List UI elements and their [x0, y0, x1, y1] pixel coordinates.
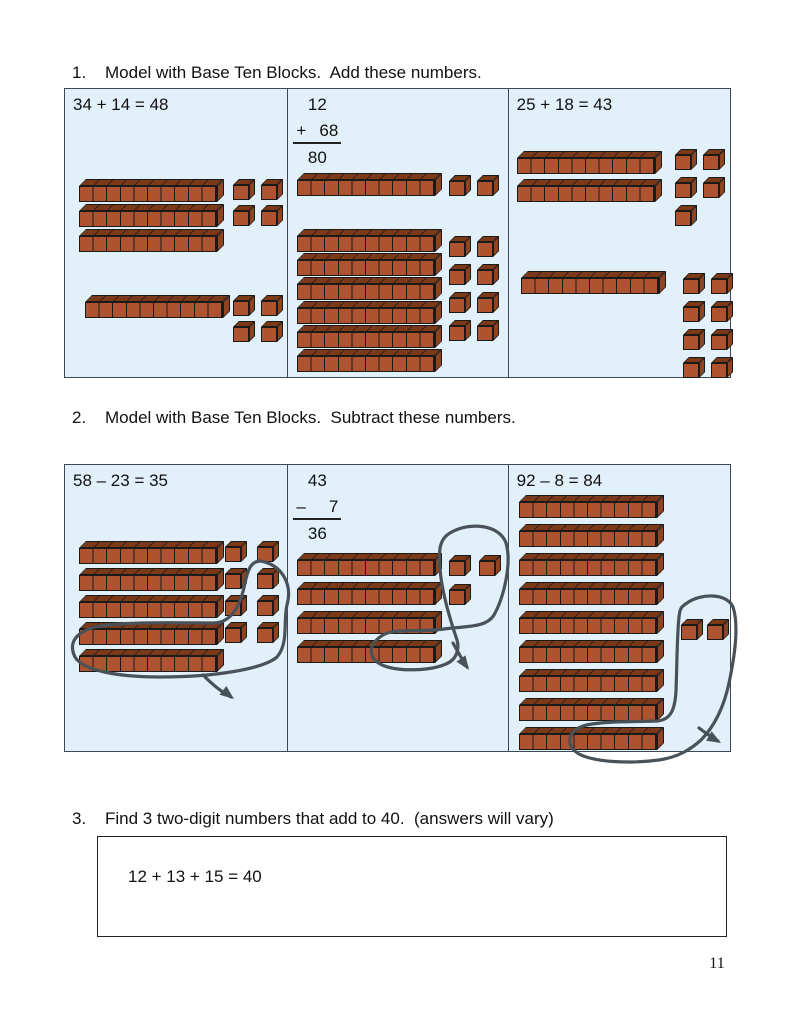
one-cube [675, 177, 697, 198]
stack-top-number: 12 [307, 95, 327, 114]
cube-front-face [683, 279, 699, 294]
cube-side-face [277, 321, 283, 342]
one-cube [703, 149, 725, 170]
cube-side-face [273, 541, 279, 562]
cube-front-face [477, 181, 493, 196]
rod-top-face [79, 541, 224, 548]
problem-2-panels [64, 464, 731, 752]
rod-front-face [519, 560, 657, 576]
ten-rod [519, 669, 664, 692]
one-cube [449, 292, 471, 313]
rod-front-face [519, 618, 657, 634]
rod-top-face [297, 611, 442, 618]
rod-front-face [519, 734, 657, 750]
one-cube [711, 357, 733, 378]
one-cube [449, 236, 471, 257]
rod-front-face [297, 260, 435, 276]
cube-side-face [273, 568, 279, 589]
cube-front-face [703, 183, 719, 198]
cube-side-face [493, 264, 499, 285]
rod-top-face [297, 325, 442, 332]
stack-operand: 68 [319, 121, 339, 140]
cube-front-face [449, 298, 465, 313]
rod-front-face [519, 589, 657, 605]
ten-rod [519, 727, 664, 750]
cube-front-face [703, 155, 719, 170]
cube-side-face [465, 175, 471, 196]
cube-front-face [449, 561, 465, 576]
rod-top-face [519, 611, 664, 618]
arrowhead-icon [220, 686, 238, 703]
cube-side-face [465, 264, 471, 285]
ten-rod [79, 541, 224, 564]
rod-front-face [297, 589, 435, 605]
cube-front-face [477, 242, 493, 257]
problem-2-heading [72, 408, 516, 428]
rod-front-face [79, 656, 217, 672]
one-cube [225, 622, 247, 643]
cube-front-face [257, 547, 273, 562]
ten-rod [517, 151, 662, 174]
ten-rod [519, 582, 664, 605]
cube-front-face [225, 574, 241, 589]
rod-front-face [79, 236, 217, 252]
rod-front-face [297, 180, 435, 196]
panel-2-2 [287, 465, 507, 751]
one-cube [261, 295, 283, 316]
cube-front-face [225, 601, 241, 616]
rod-front-face [297, 560, 435, 576]
rod-top-face [519, 640, 664, 647]
cube-side-face [249, 321, 255, 342]
rod-top-face [297, 277, 442, 284]
cube-side-face [277, 179, 283, 200]
one-cube [449, 264, 471, 285]
ten-rod [297, 640, 442, 663]
operator-sign: – [296, 497, 306, 516]
rod-front-face [297, 356, 435, 372]
one-cube [449, 584, 471, 605]
rod-top-face [297, 301, 442, 308]
rod-front-face [79, 548, 217, 564]
cube-side-face [493, 320, 499, 341]
cube-front-face [477, 326, 493, 341]
problem-1-prompt: Model with Base Ten Blocks. Add these numbers. [105, 63, 482, 82]
rod-front-face [297, 618, 435, 634]
cube-side-face [465, 320, 471, 341]
one-cube [683, 329, 705, 350]
rod-front-face [297, 647, 435, 663]
rod-top-face [519, 669, 664, 676]
one-cube [225, 568, 247, 589]
cube-front-face [681, 625, 697, 640]
stack-top-number: 43 [307, 471, 327, 490]
ten-rod [519, 611, 664, 634]
ten-rod [79, 568, 224, 591]
cube-front-face [225, 547, 241, 562]
ten-rod [297, 277, 442, 300]
panel-equation-label: 25 + 18 = 43 [516, 95, 613, 114]
rod-front-face [517, 186, 655, 202]
rod-top-face [297, 349, 442, 356]
rod-front-face [519, 705, 657, 721]
one-cube [257, 622, 279, 643]
rod-top-face [297, 553, 442, 560]
one-cube [711, 329, 733, 350]
cube-side-face [465, 555, 471, 576]
rod-top-face [297, 173, 442, 180]
rod-front-face [79, 186, 217, 202]
rod-front-face [85, 302, 223, 318]
cube-side-face [241, 568, 247, 589]
ten-rod [79, 179, 224, 202]
cube-side-face [277, 295, 283, 316]
cube-front-face [257, 628, 273, 643]
rod-top-face [79, 568, 224, 575]
panel-equation-label: 58 – 23 = 35 [73, 471, 169, 490]
cube-front-face [675, 155, 691, 170]
rod-front-face [519, 531, 657, 547]
cube-side-face [249, 295, 255, 316]
rod-top-face [79, 649, 224, 656]
cube-front-face [477, 270, 493, 285]
cube-side-face [465, 236, 471, 257]
rod-top-face [521, 271, 666, 278]
arrowhead-icon [457, 655, 474, 673]
cube-side-face [465, 292, 471, 313]
cube-front-face [233, 185, 249, 200]
one-cube [257, 595, 279, 616]
rod-top-face [519, 553, 664, 560]
rod-front-face [519, 502, 657, 518]
page-number: 11 [709, 955, 725, 972]
rod-top-face [297, 640, 442, 647]
ten-rod [519, 640, 664, 663]
cube-side-face [493, 175, 499, 196]
one-cube [261, 179, 283, 200]
one-cube [477, 236, 499, 257]
ten-rod [519, 495, 664, 518]
cube-front-face [683, 307, 699, 322]
rod-top-face [519, 698, 664, 705]
problem-1-panels [64, 88, 731, 378]
takeaway-arrow [453, 643, 467, 667]
panel-2-3 [508, 465, 730, 751]
ten-rod [85, 295, 230, 318]
rod-top-face [79, 622, 224, 629]
stack-result: 36 [307, 524, 327, 543]
cube-front-face [261, 327, 277, 342]
one-cube [683, 357, 705, 378]
ten-rod [297, 325, 442, 348]
rod-front-face [519, 676, 657, 692]
cube-side-face [241, 622, 247, 643]
one-cube [449, 555, 471, 576]
one-cube [257, 541, 279, 562]
ten-rod [297, 582, 442, 605]
ten-rod [79, 229, 224, 252]
cube-side-face [241, 595, 247, 616]
stack-operation-row [293, 494, 341, 520]
rod-top-face [297, 253, 442, 260]
panel-equation-label: 92 – 8 = 84 [516, 471, 603, 490]
cube-front-face [675, 211, 691, 226]
one-cube [261, 321, 283, 342]
problem-2-number: 2. [72, 408, 87, 427]
cube-side-face [249, 179, 255, 200]
panel-equation-label: 34 + 14 = 48 [73, 95, 169, 114]
one-cube [225, 541, 247, 562]
one-cube [711, 301, 733, 322]
ten-rod [297, 253, 442, 276]
answer-box [97, 836, 727, 937]
one-cube [257, 568, 279, 589]
stack-result: 80 [307, 148, 327, 167]
problem-1-heading [72, 63, 482, 83]
ten-rod [519, 524, 664, 547]
cube-front-face [449, 270, 465, 285]
rod-top-face [297, 229, 442, 236]
one-cube [233, 205, 255, 226]
cube-front-face [449, 590, 465, 605]
ten-rod [79, 649, 224, 672]
cube-side-face [273, 595, 279, 616]
cube-front-face [449, 181, 465, 196]
ten-rod [79, 622, 224, 645]
one-cube [477, 292, 499, 313]
rod-front-face [297, 308, 435, 324]
rod-front-face [517, 158, 655, 174]
ten-rod [297, 301, 442, 324]
cube-front-face [711, 307, 727, 322]
cube-front-face [449, 326, 465, 341]
one-cube [703, 177, 725, 198]
rod-front-face [297, 236, 435, 252]
stack-operand: 7 [328, 497, 339, 516]
problem-2-prompt: Model with Base Ten Blocks. Subtract these numbers. [105, 408, 516, 427]
one-cube [233, 295, 255, 316]
rod-top-face [519, 727, 664, 734]
vertical-arithmetic [293, 468, 341, 547]
ten-rod [297, 349, 442, 372]
cube-front-face [225, 628, 241, 643]
one-cube [675, 149, 697, 170]
cube-side-face [493, 236, 499, 257]
one-cube [675, 205, 697, 226]
one-cube [479, 555, 501, 576]
rod-front-face [79, 575, 217, 591]
rod-front-face [79, 211, 217, 227]
cube-front-face [479, 561, 495, 576]
rod-top-face [79, 179, 224, 186]
ten-rod [519, 698, 664, 721]
one-cube [477, 264, 499, 285]
cube-side-face [249, 205, 255, 226]
cube-front-face [711, 363, 727, 378]
cube-front-face [711, 279, 727, 294]
one-cube [225, 595, 247, 616]
cube-front-face [477, 298, 493, 313]
vertical-arithmetic [293, 92, 341, 171]
rod-front-face [297, 332, 435, 348]
one-cube [477, 320, 499, 341]
rod-top-face [519, 524, 664, 531]
panel-1-2 [287, 89, 507, 377]
one-cube [683, 301, 705, 322]
rod-top-face [517, 151, 662, 158]
one-cube [707, 619, 729, 640]
ten-rod [297, 173, 442, 196]
cube-front-face [449, 242, 465, 257]
takeaway-arrow [203, 675, 231, 697]
cube-front-face [261, 211, 277, 226]
cube-side-face [493, 292, 499, 313]
one-cube [711, 273, 733, 294]
operator-sign: + [296, 121, 307, 140]
rod-top-face [519, 495, 664, 502]
ten-rod [79, 595, 224, 618]
cube-side-face [465, 584, 471, 605]
rod-top-face [517, 179, 662, 186]
cube-front-face [707, 625, 723, 640]
one-cube [681, 619, 703, 640]
rod-front-face [79, 602, 217, 618]
cube-side-face [495, 555, 501, 576]
cube-front-face [683, 363, 699, 378]
panel-1-1 [65, 89, 287, 377]
ten-rod [297, 229, 442, 252]
rod-front-face [521, 278, 659, 294]
cube-front-face [257, 601, 273, 616]
panel-1-3 [508, 89, 730, 377]
one-cube [449, 320, 471, 341]
answer-text: 12 + 13 + 15 = 40 [128, 867, 262, 886]
rod-top-face [79, 204, 224, 211]
rod-top-face [85, 295, 230, 302]
ten-rod [517, 179, 662, 202]
cube-side-face [273, 622, 279, 643]
one-cube [233, 179, 255, 200]
cube-front-face [257, 574, 273, 589]
rod-front-face [297, 284, 435, 300]
panel-2-1 [65, 465, 287, 751]
one-cube [233, 321, 255, 342]
rod-top-face [297, 582, 442, 589]
cube-front-face [683, 335, 699, 350]
ten-rod [79, 204, 224, 227]
one-cube [683, 273, 705, 294]
problem-3-heading [72, 809, 554, 829]
arrowhead-icon [706, 731, 724, 748]
ten-rod [297, 553, 442, 576]
cube-front-face [261, 185, 277, 200]
cube-front-face [233, 301, 249, 316]
one-cube [261, 205, 283, 226]
cube-front-face [261, 301, 277, 316]
cube-front-face [675, 183, 691, 198]
rod-top-face [79, 229, 224, 236]
rod-top-face [519, 582, 664, 589]
stack-operation-row [293, 118, 341, 144]
problem-1-number: 1. [72, 63, 87, 82]
rod-top-face [79, 595, 224, 602]
ten-rod [297, 611, 442, 634]
rod-front-face [79, 629, 217, 645]
problem-3-number: 3. [72, 809, 87, 828]
cube-side-face [241, 541, 247, 562]
rod-front-face [519, 647, 657, 663]
cube-front-face [233, 327, 249, 342]
one-cube [477, 175, 499, 196]
cube-front-face [233, 211, 249, 226]
cube-front-face [711, 335, 727, 350]
takeaway-arrow [699, 728, 718, 741]
problem-3-prompt: Find 3 two-digit numbers that add to 40. (answers will vary) [105, 809, 554, 828]
one-cube [449, 175, 471, 196]
ten-rod [519, 553, 664, 576]
cube-side-face [277, 205, 283, 226]
ten-rod [521, 271, 666, 294]
